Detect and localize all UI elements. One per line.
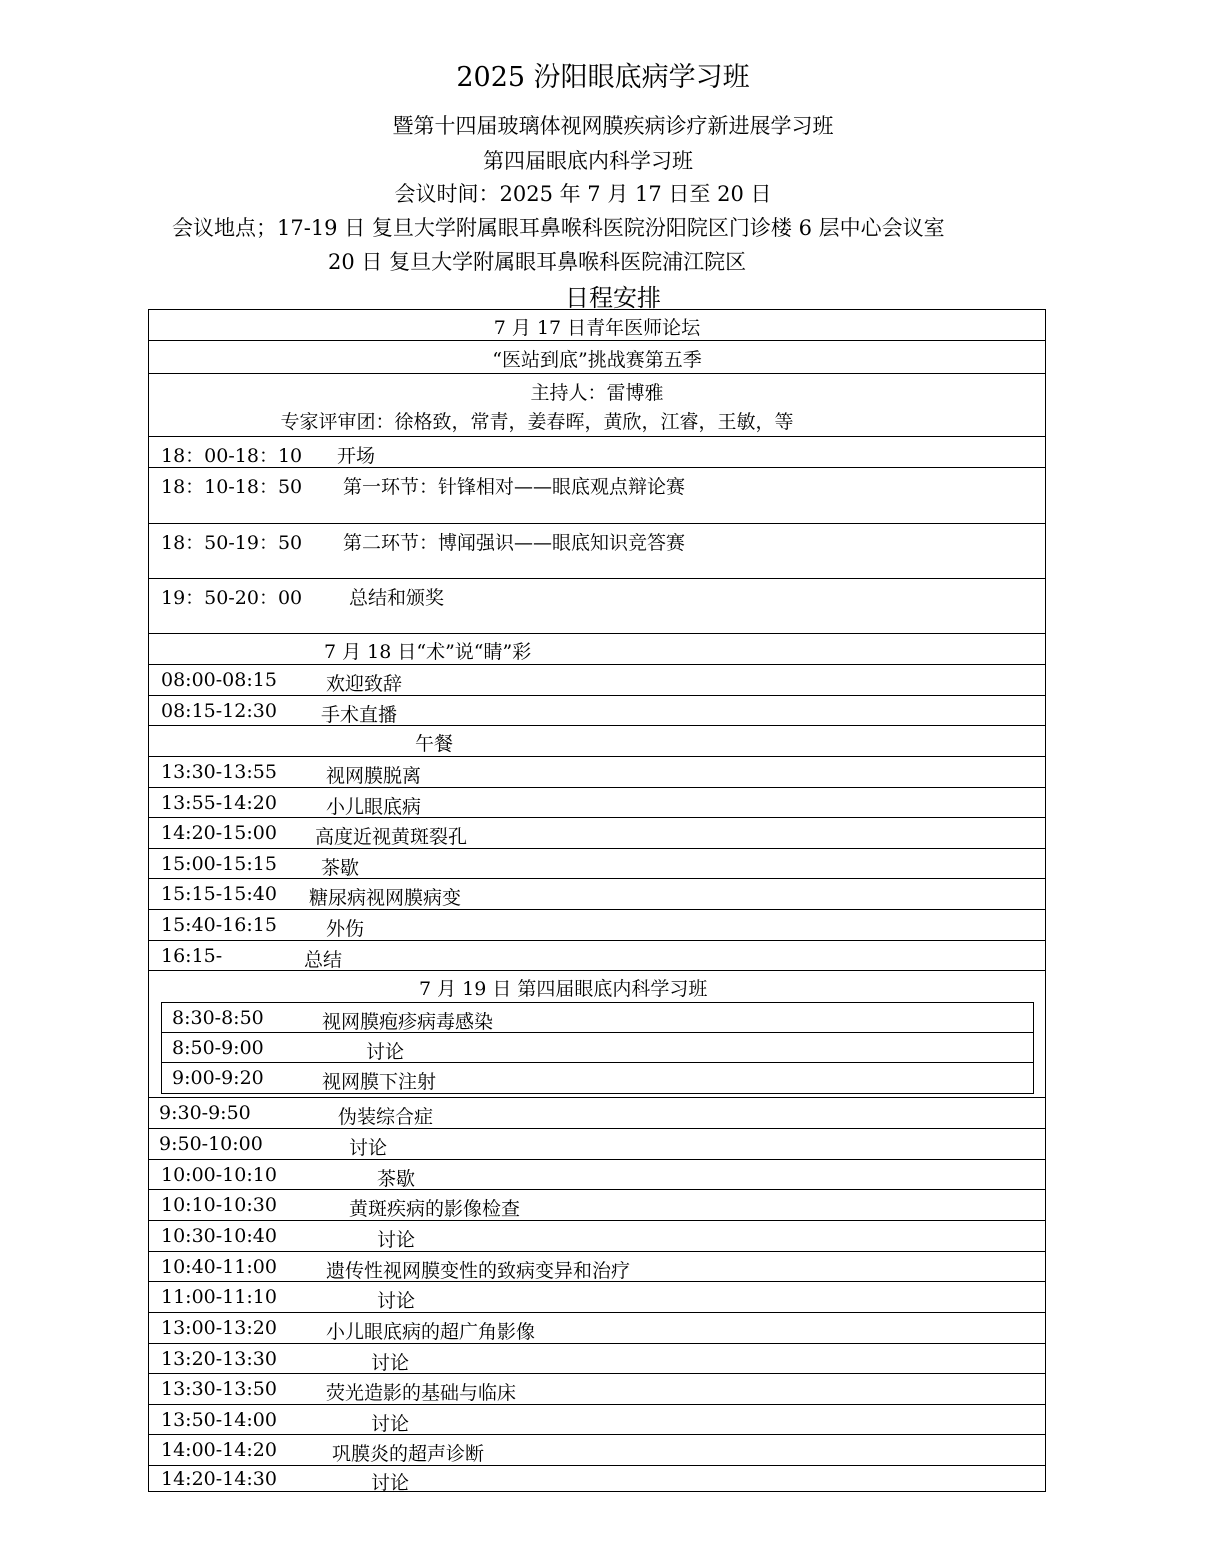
item-text: 视网膜疱疹病毒感染 — [322, 1011, 494, 1033]
item-time: 13:55-14:20 — [161, 792, 277, 814]
item-text: 讨论 — [366, 1041, 405, 1063]
item-text: 荧光造影的基础与临床 — [326, 1382, 517, 1404]
day19-heading: 7 月 19 日 第四届眼底内科学习班 — [419, 978, 708, 1000]
item-text: 巩膜炎的超声诊断 — [332, 1443, 485, 1465]
item-time: 18：00-18：10 — [161, 445, 303, 467]
table-row — [149, 910, 1045, 941]
item-time: 13:30-13:55 — [161, 761, 277, 783]
inner-session-table — [161, 1002, 1034, 1094]
item-text: 开场 — [337, 445, 376, 467]
item-text: 遗传性视网膜变性的致病变异和治疗 — [326, 1260, 631, 1282]
table-row — [149, 818, 1045, 849]
table-row — [149, 579, 1045, 634]
item-text: 欢迎致辞 — [326, 673, 403, 695]
item-time: 13:00-13:20 — [161, 1317, 277, 1339]
subtitle-course: 暨第十四届玻璃体视网膜疾病诊疗新进展学习班 — [392, 114, 834, 138]
item-time: 8:50-9:00 — [172, 1037, 264, 1059]
item-time: 11:00-11:10 — [161, 1286, 277, 1308]
table-row — [162, 1033, 1033, 1063]
item-text: 第一环节：针锋相对——眼底观点辩论赛 — [343, 476, 686, 498]
item-time: 13:20-13:30 — [161, 1348, 277, 1370]
meeting-time: 会议时间：2025 年 7 月 17 日至 20 日 — [394, 182, 772, 206]
table-row — [149, 1313, 1045, 1344]
document-title: 2025 汾阳眼底病学习班 — [456, 62, 750, 93]
item-time: 14:20-14:30 — [161, 1468, 277, 1490]
table-row — [149, 1252, 1045, 1282]
table-row — [149, 374, 1045, 437]
item-time: 19：50-20：00 — [161, 587, 303, 609]
table-row — [149, 849, 1045, 879]
table-row — [149, 1374, 1045, 1405]
item-time: 14:00-14:20 — [161, 1439, 277, 1461]
table-row — [149, 665, 1045, 696]
item-time: 15:15-15:40 — [161, 883, 277, 905]
item-time: 9:50-10:00 — [159, 1133, 263, 1155]
item-text: 外伤 — [326, 918, 365, 940]
item-text: 小儿眼底病的超广角影像 — [326, 1321, 536, 1343]
item-time: 10:30-10:40 — [161, 1225, 277, 1247]
table-row — [149, 1190, 1045, 1221]
item-text: 茶歇 — [377, 1168, 416, 1190]
item-text: 茶歇 — [321, 857, 360, 879]
table-row — [149, 788, 1045, 818]
table-row — [149, 941, 1045, 971]
item-time: 18：10-18：50 — [161, 476, 303, 498]
table-row — [149, 1098, 1045, 1129]
item-time: 10:10-10:30 — [161, 1194, 277, 1216]
table-row — [149, 341, 1045, 374]
table-row — [149, 1466, 1045, 1492]
table-row — [162, 1063, 1033, 1093]
item-text: 总结 — [304, 949, 343, 971]
item-text: 视网膜下注射 — [322, 1071, 437, 1093]
item-time: 18：50-19：50 — [161, 532, 303, 554]
item-time: 13:30-13:50 — [161, 1378, 277, 1400]
schedule-table — [148, 309, 1046, 1492]
table-row — [149, 757, 1045, 788]
item-time: 10:40-11:00 — [161, 1256, 277, 1278]
item-time: 9:30-9:50 — [159, 1102, 251, 1124]
item-text: 讨论 — [377, 1290, 416, 1312]
item-text: 黄斑疾病的影像检查 — [349, 1198, 521, 1220]
item-time: 08:15-12:30 — [161, 700, 277, 722]
event-name: “医站到底”挑战赛第五季 — [492, 349, 702, 371]
item-text: 糖尿病视网膜病变 — [309, 887, 462, 909]
item-text: 视网膜脱离 — [326, 765, 422, 787]
meeting-venue-pujiang: 20 日 复旦大学附属眼耳鼻喉科医院浦江院区 — [328, 250, 747, 274]
subtitle-class: 第四届眼底内科学习班 — [483, 149, 693, 173]
item-time: 9:00-9:20 — [172, 1067, 264, 1089]
item-text: 小儿眼底病 — [326, 796, 422, 818]
item-time: 10:00-10:10 — [161, 1164, 277, 1186]
table-row — [149, 1405, 1045, 1435]
table-row — [149, 634, 1045, 665]
item-text: 高度近视黄斑裂孔 — [315, 826, 468, 848]
host: 主持人：雷博雅 — [530, 382, 664, 404]
item-time: 16:15- — [161, 945, 223, 967]
item-time: 13:50-14:00 — [161, 1409, 277, 1431]
schedule-title: 日程安排 — [565, 284, 661, 312]
item-time: 8:30-8:50 — [172, 1007, 264, 1029]
table-row — [149, 1160, 1045, 1190]
lunch-label: 午餐 — [415, 733, 454, 755]
item-text: 讨论 — [371, 1472, 410, 1494]
item-text: 讨论 — [377, 1229, 416, 1251]
table-row — [149, 1129, 1045, 1160]
table-row — [149, 310, 1045, 341]
table-row — [149, 1282, 1045, 1313]
day17-heading: 7 月 17 日青年医师论坛 — [493, 317, 701, 339]
table-row — [149, 879, 1045, 910]
table-row — [149, 726, 1045, 757]
table-row — [149, 524, 1045, 579]
item-time: 15:40-16:15 — [161, 914, 277, 936]
item-text: 伪装综合症 — [338, 1106, 434, 1128]
table-row — [149, 468, 1045, 524]
item-text: 讨论 — [371, 1352, 410, 1374]
table-row — [149, 1221, 1045, 1252]
item-time: 15:00-15:15 — [161, 853, 277, 875]
day18-heading: 7 月 18 日“术”说“睛”彩 — [324, 641, 532, 663]
table-row — [149, 437, 1045, 468]
table-row — [149, 1435, 1045, 1466]
item-text: 手术直播 — [321, 704, 398, 726]
item-time: 08:00-08:15 — [161, 669, 277, 691]
item-text: 讨论 — [371, 1413, 410, 1435]
meeting-venue: 会议地点；17-19 日 复旦大学附属眼耳鼻喉科医院汾阳院区门诊楼 6 层中心会议室 — [172, 216, 945, 240]
item-text: 总结和颁奖 — [349, 587, 445, 609]
item-text: 讨论 — [349, 1137, 388, 1159]
item-text: 第二环节：博闻强识——眼底知识竞答赛 — [343, 532, 686, 554]
expert-panel: 专家评审团：徐格致，常青，姜春晖，黄欣，江睿，王敏，等 — [280, 411, 794, 433]
table-row — [162, 1003, 1033, 1033]
item-time: 14:20-15:00 — [161, 822, 277, 844]
table-row — [149, 1344, 1045, 1374]
table-row — [149, 696, 1045, 726]
